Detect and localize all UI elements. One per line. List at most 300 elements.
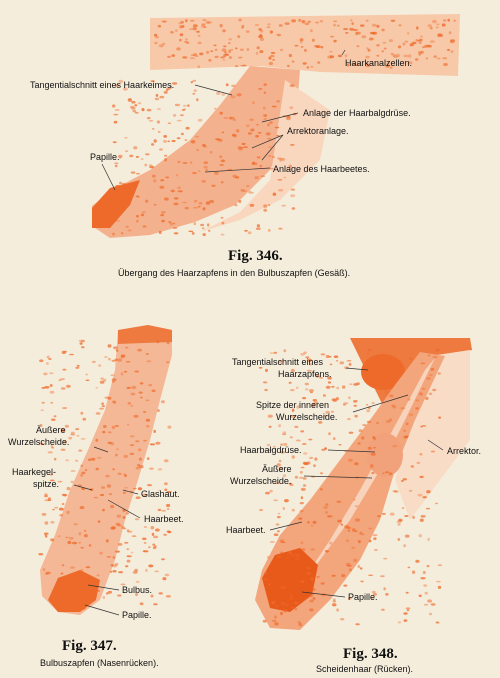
cell-nucleus xyxy=(190,161,193,164)
cell-nucleus xyxy=(370,466,374,468)
cell-nucleus xyxy=(260,38,264,41)
cell-nucleus xyxy=(290,389,295,391)
cell-nucleus xyxy=(178,22,181,24)
cell-nucleus xyxy=(372,24,377,27)
cell-nucleus xyxy=(103,425,107,428)
cell-nucleus xyxy=(67,541,71,544)
cell-nucleus xyxy=(152,128,155,130)
cell-nucleus xyxy=(167,56,171,58)
cell-nucleus xyxy=(71,481,74,483)
cell-nucleus xyxy=(168,122,172,124)
cell-nucleus xyxy=(269,121,272,124)
cell-nucleus xyxy=(280,612,283,615)
cell-nucleus xyxy=(416,26,418,29)
cell-nucleus xyxy=(182,56,187,58)
cell-nucleus xyxy=(154,204,157,206)
cell-nucleus xyxy=(424,604,428,606)
cell-nucleus xyxy=(417,462,421,464)
cell-nucleus xyxy=(113,570,117,573)
cell-nucleus xyxy=(256,124,259,126)
cell-nucleus xyxy=(155,98,160,101)
cell-nucleus xyxy=(298,518,302,520)
cell-nucleus xyxy=(124,542,128,544)
cell-nucleus xyxy=(113,114,118,116)
cell-nucleus xyxy=(352,22,354,25)
cell-nucleus xyxy=(108,431,112,433)
cell-nucleus xyxy=(436,581,441,583)
cell-nucleus xyxy=(237,35,240,38)
cell-nucleus xyxy=(72,542,77,545)
cell-nucleus xyxy=(63,579,67,581)
cell-nucleus xyxy=(270,541,275,543)
cell-nucleus xyxy=(353,29,358,31)
cell-nucleus xyxy=(182,25,184,28)
cell-nucleus xyxy=(152,390,156,393)
cell-nucleus xyxy=(146,425,150,427)
cell-nucleus xyxy=(130,444,135,446)
cell-nucleus xyxy=(290,144,295,146)
cell-nucleus xyxy=(196,98,198,101)
cell-nucleus xyxy=(294,602,298,605)
cell-nucleus xyxy=(354,415,358,418)
cell-nucleus xyxy=(95,387,98,389)
cell-nucleus xyxy=(275,605,279,608)
cell-nucleus xyxy=(313,588,316,590)
cell-nucleus xyxy=(153,179,156,182)
cell-nucleus xyxy=(283,431,287,433)
cell-nucleus xyxy=(131,107,136,110)
cell-nucleus xyxy=(198,35,201,37)
cell-nucleus xyxy=(210,151,213,154)
cell-nucleus xyxy=(268,155,271,157)
cell-nucleus xyxy=(282,433,286,435)
cell-nucleus xyxy=(237,93,242,96)
cell-nucleus xyxy=(290,84,295,87)
cell-nucleus xyxy=(43,568,46,571)
cell-nucleus xyxy=(115,185,120,187)
fig348-number: Fig. 348. xyxy=(343,646,398,662)
cell-nucleus xyxy=(258,88,262,90)
cell-nucleus xyxy=(313,521,317,524)
cell-nucleus xyxy=(304,49,307,52)
cell-nucleus xyxy=(265,369,268,372)
cell-nucleus xyxy=(115,165,118,168)
cell-nucleus xyxy=(340,618,344,620)
cell-nucleus xyxy=(308,21,311,23)
cell-nucleus xyxy=(107,484,111,487)
cell-nucleus xyxy=(42,513,47,516)
cell-nucleus xyxy=(117,473,122,476)
cell-nucleus xyxy=(129,155,133,158)
cell-nucleus xyxy=(269,426,272,428)
cell-nucleus xyxy=(238,19,242,22)
cell-nucleus xyxy=(291,607,294,609)
cell-nucleus xyxy=(136,220,139,223)
cell-nucleus xyxy=(368,447,372,450)
fig348-label-papille: Papille. xyxy=(348,592,378,602)
cell-nucleus xyxy=(78,450,82,452)
cell-nucleus xyxy=(177,161,180,163)
cell-nucleus xyxy=(222,29,226,32)
cell-nucleus xyxy=(271,52,275,54)
cell-nucleus xyxy=(75,602,79,605)
cell-nucleus xyxy=(166,504,170,507)
cell-nucleus xyxy=(164,197,169,200)
cell-nucleus xyxy=(402,507,405,509)
cell-nucleus xyxy=(347,418,351,420)
cell-nucleus xyxy=(296,440,301,442)
cell-nucleus xyxy=(112,104,115,107)
cell-nucleus xyxy=(333,24,336,27)
cell-nucleus xyxy=(166,361,169,363)
cell-nucleus xyxy=(419,41,422,44)
cell-nucleus xyxy=(383,587,385,590)
cell-nucleus xyxy=(150,443,153,445)
cell-nucleus xyxy=(111,374,115,376)
cell-nucleus xyxy=(191,140,196,143)
cell-nucleus xyxy=(411,465,415,467)
cell-nucleus xyxy=(409,490,412,492)
cell-nucleus xyxy=(118,543,123,546)
cell-nucleus xyxy=(404,515,408,517)
cell-nucleus xyxy=(274,622,279,625)
cell-nucleus xyxy=(206,201,210,204)
fig348-label-aeussere-2: Wurzelscheide. xyxy=(230,476,292,486)
cell-nucleus xyxy=(292,509,295,512)
cell-nucleus xyxy=(158,509,161,511)
cell-nucleus xyxy=(307,567,310,569)
cell-nucleus xyxy=(381,29,384,32)
cell-nucleus xyxy=(187,104,190,106)
cell-nucleus xyxy=(349,363,352,366)
cell-nucleus xyxy=(130,453,135,455)
cell-nucleus xyxy=(279,159,281,162)
cell-nucleus xyxy=(277,516,281,518)
cell-nucleus xyxy=(62,494,67,496)
cell-nucleus xyxy=(211,185,215,187)
cell-nucleus xyxy=(59,508,64,511)
cell-nucleus xyxy=(333,20,337,22)
cell-nucleus xyxy=(331,386,335,388)
cell-nucleus xyxy=(430,40,435,42)
cell-nucleus xyxy=(130,405,133,407)
cell-nucleus xyxy=(116,523,121,526)
cell-nucleus xyxy=(58,577,63,580)
cell-nucleus xyxy=(320,488,323,490)
cell-nucleus xyxy=(214,172,219,175)
cell-nucleus xyxy=(405,41,409,43)
cell-nucleus xyxy=(276,100,280,102)
cell-nucleus xyxy=(385,471,389,473)
cell-nucleus xyxy=(277,179,282,181)
cell-nucleus xyxy=(113,556,116,559)
cell-nucleus xyxy=(157,120,160,123)
cell-nucleus xyxy=(207,223,209,226)
cell-nucleus xyxy=(236,129,239,132)
cell-nucleus xyxy=(112,426,115,429)
fig346-number: Fig. 346. xyxy=(228,248,283,264)
cell-nucleus xyxy=(398,24,401,26)
cell-nucleus xyxy=(131,393,136,396)
cell-nucleus xyxy=(147,109,152,112)
cell-nucleus xyxy=(321,582,325,584)
cell-nucleus xyxy=(163,135,167,138)
cell-nucleus xyxy=(301,548,305,551)
cell-nucleus xyxy=(425,592,428,595)
cell-nucleus xyxy=(194,200,198,203)
cell-nucleus xyxy=(363,366,368,368)
cell-nucleus xyxy=(371,453,376,456)
cell-nucleus xyxy=(376,25,379,28)
cell-nucleus xyxy=(300,502,304,504)
cell-nucleus xyxy=(121,355,126,358)
cell-nucleus xyxy=(175,29,178,32)
cell-nucleus xyxy=(198,42,202,45)
cell-nucleus xyxy=(78,606,82,608)
cell-nucleus xyxy=(84,534,88,537)
cell-nucleus xyxy=(290,194,295,197)
cell-nucleus xyxy=(133,146,137,149)
fig348-label-spitze-1: Spitze der inneren xyxy=(256,400,330,410)
cell-nucleus xyxy=(110,205,114,207)
cell-nucleus xyxy=(92,361,96,363)
cell-nucleus xyxy=(267,123,270,126)
cell-nucleus xyxy=(373,437,376,440)
cell-nucleus xyxy=(431,603,436,606)
cell-nucleus xyxy=(170,31,174,34)
fig347-illustration xyxy=(38,325,172,615)
cell-nucleus xyxy=(154,42,157,45)
cell-nucleus xyxy=(197,65,200,68)
cell-nucleus xyxy=(135,112,139,114)
cell-nucleus xyxy=(240,65,245,67)
cell-nucleus xyxy=(125,347,129,349)
cell-nucleus xyxy=(171,190,175,193)
cell-nucleus xyxy=(84,530,87,532)
cell-nucleus xyxy=(347,565,352,567)
cell-nucleus xyxy=(403,55,407,58)
fig347-label-aeussere-1: Äußere xyxy=(36,425,66,435)
cell-nucleus xyxy=(130,435,135,437)
cell-nucleus xyxy=(295,554,300,557)
cell-nucleus xyxy=(381,609,385,611)
cell-nucleus xyxy=(161,510,166,512)
cell-nucleus xyxy=(406,607,411,609)
cell-nucleus xyxy=(153,546,156,549)
cell-nucleus xyxy=(278,228,282,230)
cell-nucleus xyxy=(51,419,56,421)
cell-nucleus xyxy=(147,117,151,119)
cell-nucleus xyxy=(195,136,199,138)
cell-nucleus xyxy=(403,478,407,480)
cell-nucleus xyxy=(278,189,283,192)
cell-nucleus xyxy=(393,54,396,57)
cell-nucleus xyxy=(202,227,205,229)
cell-nucleus xyxy=(197,149,199,151)
cell-nucleus xyxy=(98,364,101,366)
cell-nucleus xyxy=(131,386,136,389)
cell-nucleus xyxy=(404,619,408,622)
cell-nucleus xyxy=(112,468,115,470)
cell-nucleus xyxy=(393,406,397,408)
cell-nucleus xyxy=(141,108,144,111)
cell-nucleus xyxy=(332,575,336,577)
cell-nucleus xyxy=(163,140,167,143)
cell-nucleus xyxy=(278,513,281,515)
cell-nucleus xyxy=(246,125,249,128)
cell-nucleus xyxy=(269,62,273,65)
cell-nucleus xyxy=(438,564,443,566)
cell-nucleus xyxy=(367,421,372,423)
cell-nucleus xyxy=(292,207,296,210)
cell-nucleus xyxy=(203,207,206,210)
cell-nucleus xyxy=(224,117,229,119)
cell-nucleus xyxy=(279,460,282,462)
cell-nucleus xyxy=(406,592,409,594)
cell-nucleus xyxy=(130,191,135,194)
cell-nucleus xyxy=(264,572,267,575)
cell-nucleus xyxy=(105,397,110,399)
cell-nucleus xyxy=(353,400,358,403)
cell-nucleus xyxy=(281,205,286,207)
cell-nucleus xyxy=(172,140,176,142)
cell-nucleus xyxy=(127,424,129,426)
cell-nucleus xyxy=(81,547,84,549)
cell-nucleus xyxy=(80,474,83,477)
cell-nucleus xyxy=(307,521,310,523)
cell-nucleus xyxy=(382,513,386,515)
cell-nucleus xyxy=(314,457,317,460)
cell-nucleus xyxy=(258,28,261,31)
cell-nucleus xyxy=(144,542,147,544)
cell-nucleus xyxy=(88,579,93,581)
cell-nucleus xyxy=(421,515,426,518)
cell-nucleus xyxy=(207,22,212,24)
cell-nucleus xyxy=(355,518,360,521)
cell-nucleus xyxy=(277,530,280,532)
cell-nucleus xyxy=(180,114,184,116)
cell-nucleus xyxy=(320,20,323,22)
cell-nucleus xyxy=(356,382,360,385)
cell-nucleus xyxy=(383,42,387,44)
cell-nucleus xyxy=(134,569,138,572)
cell-nucleus xyxy=(301,467,305,469)
cell-nucleus xyxy=(432,20,437,23)
cell-nucleus xyxy=(351,547,355,549)
fig346-caption: Übergang des Haarzapfens in den Bulbuszapfen (Gesäß). xyxy=(118,268,351,278)
cell-nucleus xyxy=(143,411,146,413)
cell-nucleus xyxy=(338,55,342,58)
cell-nucleus xyxy=(373,537,376,540)
cell-nucleus xyxy=(405,435,409,437)
cell-nucleus xyxy=(141,214,144,217)
cell-nucleus xyxy=(75,428,79,430)
cell-nucleus xyxy=(146,419,150,422)
cell-nucleus xyxy=(158,25,161,28)
cell-nucleus xyxy=(61,573,64,575)
cell-nucleus xyxy=(185,207,189,209)
cell-nucleus xyxy=(96,574,99,576)
cell-nucleus xyxy=(145,200,148,203)
cell-nucleus xyxy=(154,571,159,573)
cell-nucleus xyxy=(398,523,401,526)
cell-nucleus xyxy=(115,454,118,457)
cell-nucleus xyxy=(370,32,375,34)
cell-nucleus xyxy=(260,165,263,168)
cell-nucleus xyxy=(367,349,371,351)
cell-nucleus xyxy=(48,451,53,453)
cell-nucleus xyxy=(345,32,348,34)
cell-nucleus xyxy=(106,592,109,595)
cell-nucleus xyxy=(112,233,114,236)
cell-nucleus xyxy=(294,608,297,611)
cell-nucleus xyxy=(194,89,197,92)
cell-nucleus xyxy=(241,189,245,192)
cell-nucleus xyxy=(173,223,176,225)
cell-nucleus xyxy=(158,131,161,133)
cell-nucleus xyxy=(69,537,74,540)
cell-nucleus xyxy=(102,509,105,511)
cell-nucleus xyxy=(238,200,241,203)
cell-nucleus xyxy=(267,138,272,140)
cell-nucleus xyxy=(214,108,217,110)
cell-nucleus xyxy=(280,49,283,51)
cell-nucleus xyxy=(425,45,430,47)
cell-nucleus xyxy=(83,607,86,610)
cell-nucleus xyxy=(415,407,419,409)
cell-nucleus xyxy=(142,211,146,213)
cell-nucleus xyxy=(263,578,268,580)
cell-nucleus xyxy=(114,121,118,124)
cell-nucleus xyxy=(192,93,195,95)
cell-nucleus xyxy=(77,365,80,367)
cell-nucleus xyxy=(316,45,321,48)
cell-nucleus xyxy=(196,31,200,33)
cell-nucleus xyxy=(281,586,286,589)
cell-nucleus xyxy=(155,442,160,445)
cell-nucleus xyxy=(336,387,339,390)
cell-nucleus xyxy=(86,566,91,568)
cell-nucleus xyxy=(368,528,372,530)
cell-nucleus xyxy=(50,521,54,524)
cell-nucleus xyxy=(159,148,163,150)
cell-nucleus xyxy=(127,387,131,389)
cell-nucleus xyxy=(263,107,266,110)
cell-nucleus xyxy=(356,45,359,47)
cell-nucleus xyxy=(392,445,397,447)
cell-nucleus xyxy=(161,558,165,560)
cell-nucleus xyxy=(389,39,393,42)
cell-nucleus xyxy=(330,364,333,366)
cell-nucleus xyxy=(160,214,164,216)
cell-nucleus xyxy=(376,44,380,47)
cell-nucleus xyxy=(136,215,139,218)
cell-nucleus xyxy=(123,455,128,458)
cell-nucleus xyxy=(301,542,304,545)
cell-nucleus xyxy=(182,202,187,204)
cell-nucleus xyxy=(336,608,339,611)
cell-nucleus xyxy=(278,424,281,427)
cell-nucleus xyxy=(433,55,437,58)
cell-nucleus xyxy=(190,57,195,59)
cell-nucleus xyxy=(136,581,140,583)
cell-nucleus xyxy=(54,507,58,509)
cell-nucleus xyxy=(409,413,413,416)
cell-nucleus xyxy=(111,195,115,197)
cell-nucleus xyxy=(75,367,79,369)
cell-nucleus xyxy=(79,340,84,342)
cell-nucleus xyxy=(45,521,49,524)
